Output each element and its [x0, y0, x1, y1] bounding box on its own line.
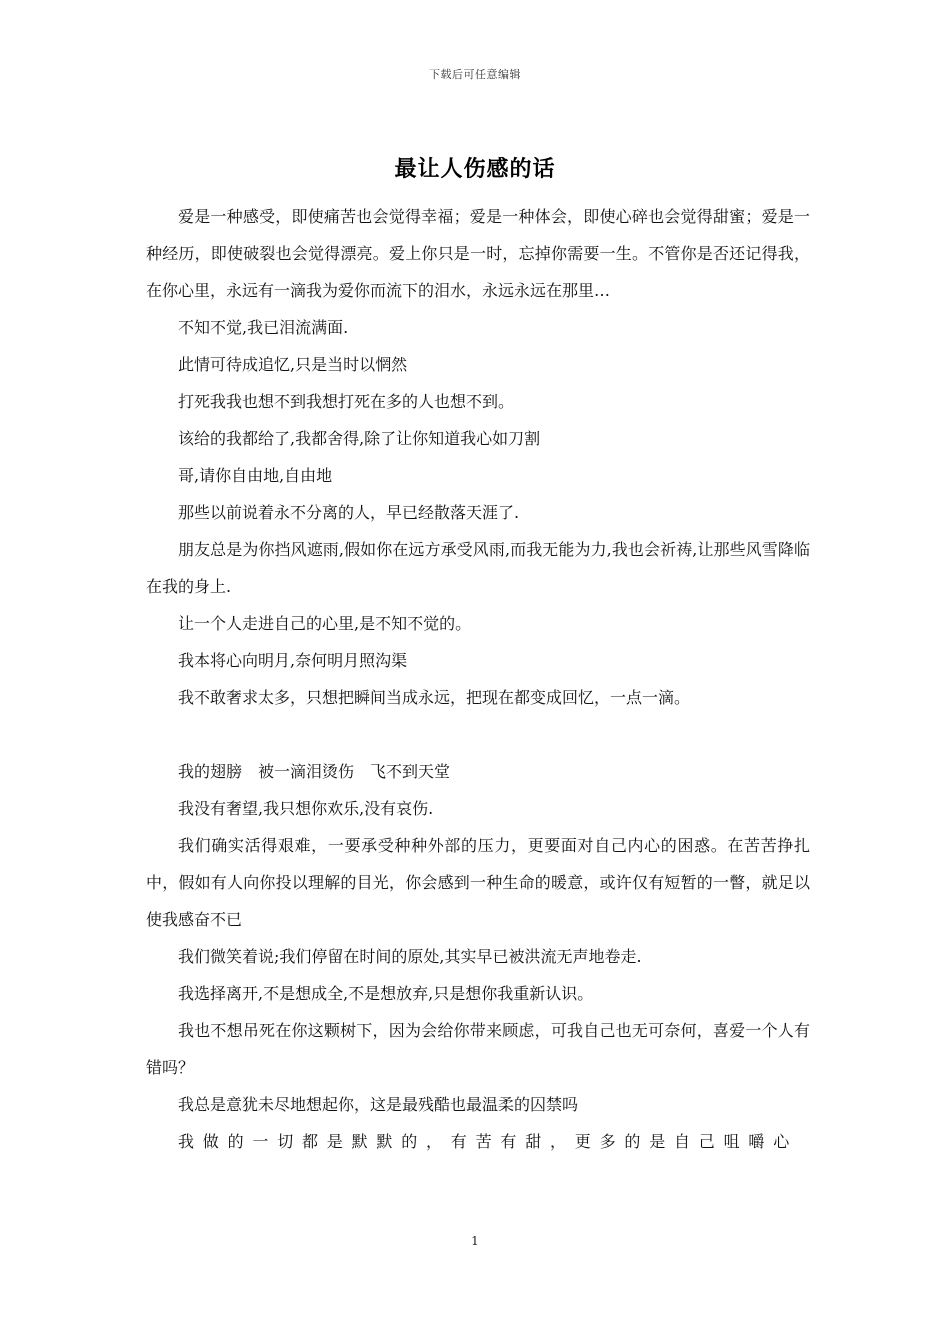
paragraph: 爱是一种感受，即使痛苦也会觉得幸福；爱是一种体会，即使心碎也会觉得甜蜜；爱是一种经历，即使破裂也会觉得漂亮。爱上你只是一时，忘掉你需要一生。不管你是否还记得我，在你心里，永远有一滴我为爱你而流下的泪水，永远永远在那里…	[146, 207, 810, 300]
paragraph: 朋友总是为你挡风遮雨,假如你在远方承受风雨,而我无能为力,我也会祈祷,让那些风雪降临在我的身上.	[146, 540, 810, 596]
paragraph: 我们确实活得艰难，一要承受种种外部的压力，更要面对自己内心的困惑。在苦苦挣扎中，假如有人向你投以理解的目光，你会感到一种生命的暖意，或许仅有短暂的一瞥，就足以使我感奋不已	[146, 836, 810, 929]
paragraph: 我本将心向明月,奈何明月照沟渠	[178, 651, 408, 670]
paragraph: 我做的一切都是默默的，有苦有甜，更多的是自己咀嚼心	[178, 1132, 799, 1151]
document-title: 最让人伤感的话	[394, 156, 556, 182]
page-number: 1	[471, 1234, 479, 1248]
paragraph: 那些以前说着永不分离的人，早已经散落天涯了.	[178, 503, 520, 522]
paragraph: 不知不觉,我已泪流满面.	[178, 318, 349, 337]
paragraph: 我总是意犹未尽地想起你，这是最残酷也最温柔的囚禁吗	[178, 1095, 579, 1114]
paragraph: 我也不想吊死在你这颗树下，因为会给你带来顾虑，可我自己也无可奈何，喜爱一个人有错吗？	[146, 1021, 810, 1077]
paragraph: 我们微笑着说;我们停留在时间的原处,其实早已被洪流无声地卷走.	[178, 947, 642, 966]
paragraph: 我没有奢望,我只想你欢乐,没有哀伤.	[178, 799, 434, 818]
paragraph: 我不敢奢求太多，只想把瞬间当成永远，把现在都变成回忆，一点一滴。	[178, 688, 691, 707]
paragraph: 该给的我都给了,我都舍得,除了让你知道我心如刀割	[178, 429, 541, 448]
blank-line	[146, 716, 810, 753]
paragraph: 打死我我也想不到我想打死在多的人也想不到。	[178, 392, 515, 411]
paragraph: 我的翅膀 被一滴泪烫伤 飞不到天堂	[178, 762, 451, 781]
paragraph: 此情可待成追忆,只是当时以惘然	[178, 355, 408, 374]
paragraph: 我选择离开,不是想成全,不是想放弃,只是想你我重新认识。	[178, 984, 594, 1003]
page-header: 下载后可任意编辑	[429, 68, 521, 81]
paragraph: 哥,请你自由地,自由地	[178, 466, 333, 485]
paragraph: 让一个人走进自己的心里,是不知不觉的。	[178, 614, 472, 633]
document-body	[146, 198, 810, 1160]
